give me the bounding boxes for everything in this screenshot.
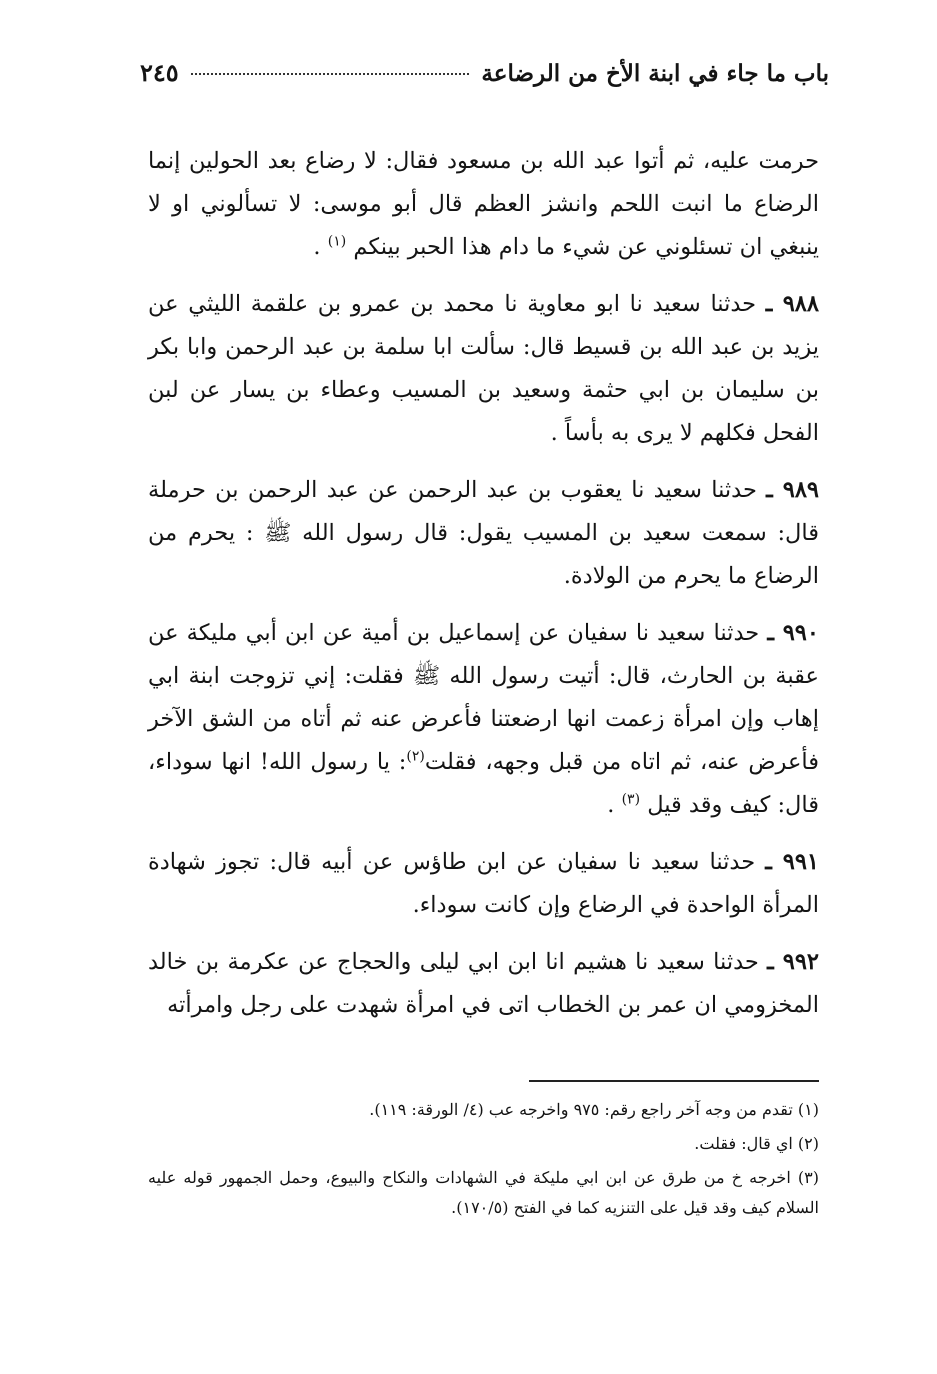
hadith-989 — [148, 469, 819, 598]
footnotes — [148, 1095, 819, 1227]
hadith-text-continued: : يا رسول الله! انها سوداء، قال: كيف وقد قيل — [148, 749, 819, 818]
paragraph-text: حرمت عليه، ثم أتوا عبد الله بن مسعود فقال: لا رضاع بعد الحولين إنما الرضاع ما انبت اللحم وانشز العظم قال أبو موسى: لا تسألوني او لا ينبغي ان تسئلوني عن شيء ما دام هذا الحبر بينكم — [148, 148, 819, 260]
hadith-990 — [148, 612, 819, 827]
main-text — [148, 140, 819, 1041]
hadith-988 — [148, 283, 819, 455]
hadith-text: حدثنا سعيد نا سفيان عن ابن طاؤس عن أبيه قال: تجوز شهادة المرأة الواحدة في الرضاع وإن كانت سوداء. — [148, 849, 819, 918]
hadith-text: حدثنا سعيد نا ابو معاوية نا محمد بن عمرو بن علقمة الليثي عن يزيد بن عبد الله بن قسيط قال: سألت ابا سلمة بن عبد الرحمن وابا بكر بن سليمان بن ابي حثمة وسعيد بن المسيب وعطاء بن يسار عن لبن الفحل فكلهم لا يرى به بأساً . — [148, 291, 819, 446]
footnote-reference: (١) — [327, 233, 347, 250]
chapter-title: باب ما جاء في ابنة الأخ من الرضاعة — [481, 60, 829, 87]
footnote-text: اخرجه خ من طرق عن ابن ابي مليكة في الشهادات والنكاح والبيوع، وحمل الجمهور قوله عليه السلام كيف وقد قيل على التنزيه كما في الفتح (١٧٠/٥). — [148, 1168, 819, 1217]
hadith-991 — [148, 841, 819, 927]
paragraph-continuation — [148, 140, 819, 269]
footnote-reference: (٢) — [406, 748, 425, 765]
hadith-number: ٩٨٩ ـ — [766, 477, 819, 503]
hadith-992 — [148, 941, 819, 1027]
hadith-text: حدثنا سعيد نا يعقوب بن عبد الرحمن عن عبد الرحمن بن حرملة قال: سمعت سعيد بن المسيب يقول: قال رسول الله ﷺ : يحرم من الرضاع ما يحرم من الولادة. — [148, 477, 819, 589]
header-dot-leader — [191, 73, 470, 75]
hadith-number: ٩٨٨ ـ — [765, 291, 819, 317]
paragraph-end: . — [313, 234, 321, 260]
footnote-2 — [148, 1129, 819, 1159]
footnote-marker: (٢) — [797, 1134, 819, 1153]
hadith-text: حدثنا سعيد نا سفيان عن إسماعيل بن أمية عن ابن أبي مليكة عن عقبة بن الحارث، قال: أتيت رسول الله ﷺ فقلت: إني تزوجت ابنة ابي إهاب وإن امرأة زعمت انها ارضعتنا فأعرض عنه ثم أتاه من الشق الآخر فأعرض عنه، ثم اتاه من قبل وجهه، فقلت — [148, 620, 819, 775]
footnote-marker: (٣) — [797, 1168, 819, 1187]
footnote-marker: (١) — [797, 1100, 819, 1119]
footnote-1 — [148, 1095, 819, 1125]
running-header — [140, 58, 829, 94]
hadith-text: حدثنا سعيد نا هشيم انا ابن ابي ليلى والحجاج عن عكرمة بن خالد المخزومي ان عمر بن الخطاب اتى في امرأة شهدت على رجل وامرأته — [148, 949, 819, 1018]
hadith-number: ٩٩١ ـ — [765, 849, 819, 875]
hadith-number: ٩٩٠ ـ — [767, 620, 819, 646]
hadith-number: ٩٩٢ ـ — [767, 949, 819, 975]
page-number: ٢٤٥ — [140, 58, 179, 87]
footnote-separator — [529, 1080, 819, 1082]
footnote-text: اي قال: فقلت. — [694, 1134, 793, 1153]
footnote-text: تقدم من وجه آخر راجع رقم: ٩٧٥ واخرجه عب (٤/ الورقة: ١١٩). — [369, 1100, 793, 1119]
paragraph-end: . — [607, 792, 615, 818]
footnote-3 — [148, 1163, 819, 1223]
footnote-reference: (٣) — [621, 791, 641, 808]
